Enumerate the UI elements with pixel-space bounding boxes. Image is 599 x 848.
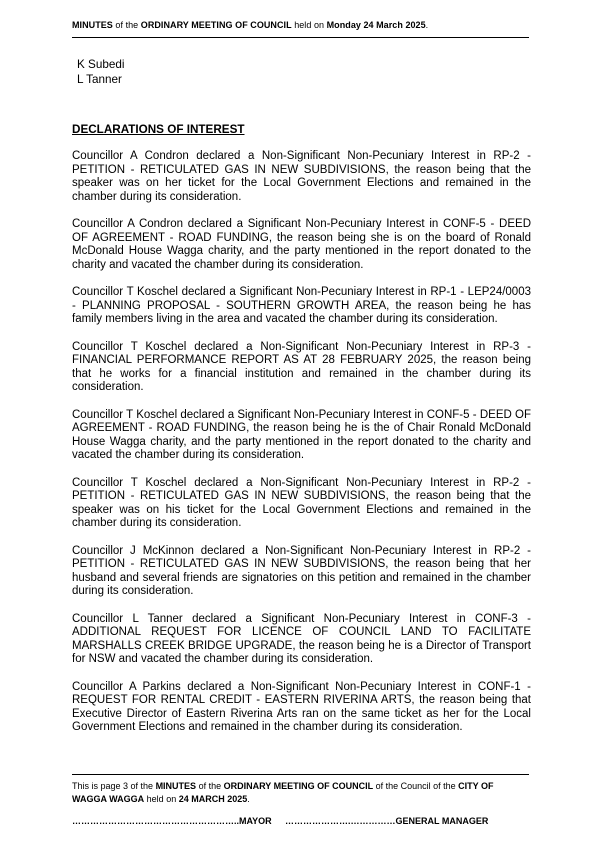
header-held-on: held on [291,20,327,30]
footer-end: . [247,793,250,804]
declarations-list [72,150,531,749]
attendee-name: L Tanner [77,73,122,86]
declaration-paragraph: Councillor T Koschel declared a Significant Non-Pecuniary Interest in RP-1 - LEP24/0003 - PLANNING PROPOSAL - SOUTHERN GROWTH AREA, the reason being he has family members living in the area and vacated the chamber during its consideration. [72,286,531,325]
general-manager-signature: ………………….……………GENERAL MANAGER [285,816,489,826]
page-footer [72,780,529,805]
attendee-name: K Subedi [77,58,125,71]
footer-of-the: of the [196,781,224,791]
declaration-paragraph: Councillor J McKinnon declared a Non-Significant Non-Pecuniary Interest in RP-2 - PETITION - RETICULATED GAS IN NEW SUBDIVISIONS, the reason being that her husband and several friends are signatories on this petition and remained in the chamber during its consideration. [72,544,531,597]
footer-of-council: of the Council of the [373,781,459,791]
header-minutes: MINUTES [72,20,113,30]
section-heading: DECLARATIONS OF INTEREST [72,123,245,136]
attendee-names [77,57,124,87]
header-of-the: of the [112,20,141,30]
declaration-paragraph: Councillor T Koschel declared a Significant Non-Pecuniary Interest in CONF-5 - DEED OF AGREEMENT - ROAD FUNDING, the reason being he is the of Chair Ronald McDonald House Wagga charity, and the party mentioned in the report donated to the charity and vacated the chamber during its consideration. [72,408,531,461]
header-divider [72,37,529,38]
page-header [72,20,531,30]
declaration-paragraph: Councillor T Koschel declared a Non-Significant Non-Pecuniary Interest in RP-2 - PETITION - RETICULATED GAS IN NEW SUBDIVISIONS, the reason being that the speaker was on his ticket for the Local Government Elections and remained in the chamber during its consideration. [72,476,531,529]
header-end: . [425,20,429,30]
header-date: Monday 24 March 2025 [326,20,426,30]
footer-minutes: MINUTES [155,781,197,791]
declaration-paragraph: Councillor A Condron declared a Significant Non-Pecuniary Interest in CONF-5 - DEED OF AGREEMENT - ROAD FUNDING, the reason being she is on the board of Ronald McDonald House Wagga charity, and the party mentioned in the report donated to the charity and vacated the chamber during its consideration. [72,218,531,271]
footer-meeting: ORDINARY MEETING OF COUNCIL [223,781,374,791]
signature-line [72,816,529,826]
declaration-paragraph: Councillor A Parkins declared a Non-Significant Non-Pecuniary Interest in CONF-1 - REQUEST FOR RENTAL CREDIT - EASTERN RIVERINA ARTS, the reason being that Executive Director of Eastern Riverina Arts ran on the same ticket as her for the Local Government Elections and remained in the chamber during its consideration. [72,680,531,733]
declaration-paragraph: Councillor L Tanner declared a Significant Non-Pecuniary Interest in CONF-3 - ADDITIONAL REQUEST FOR LICENCE OF COUNCIL LAND TO FACILITATE MARSHALLS CREEK BRIDGE UPGRADE, the reason being he is a Director of Transport for NSW and vacated the chamber during its consideration. [72,612,531,665]
declaration-paragraph: Councillor A Condron declared a Non-Significant Non-Pecuniary Interest in RP-2 - PETITION - RETICULATED GAS IN NEW SUBDIVISIONS, the reason being that the speaker was on her ticket for the Local Government Elections and remained in the chamber during its consideration. [72,150,531,203]
footer-date: 24 MARCH 2025 [178,793,248,804]
footer-held-on: held on [144,793,179,804]
footer-prefix: This is page 3 of the [72,781,156,791]
footer-divider [72,774,529,775]
header-meeting: ORDINARY MEETING OF COUNCIL [140,20,292,30]
declaration-paragraph: Councillor T Koschel declared a Non-Significant Non-Pecuniary Interest in RP-3 - FINANCIAL PERFORMANCE REPORT AS AT 28 FEBRUARY 2025, the reason being that he works for a financial institution and remained in the chamber during its consideration. [72,340,531,393]
footer-city: CITY OF WAGGA WAGGA [72,781,494,804]
mayor-signature: ………………………………………………..MAYOR [72,816,272,826]
